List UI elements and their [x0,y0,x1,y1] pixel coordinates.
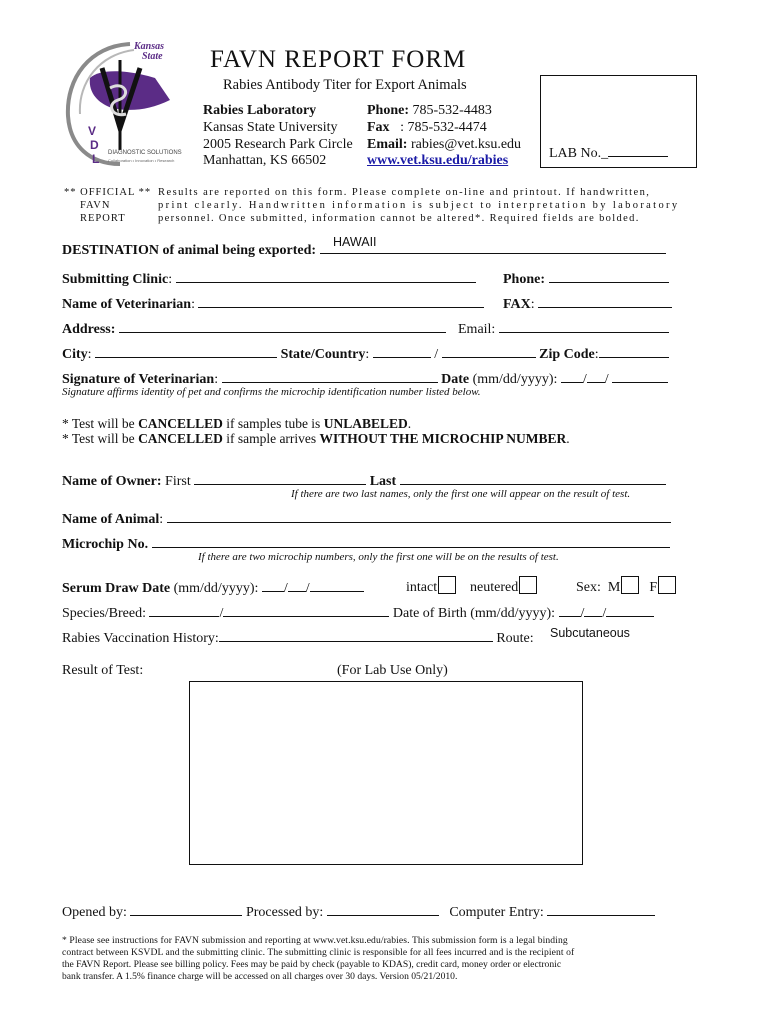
serum-row: Serum Draw Date (mm/dd/yyyy): / / [62,578,364,597]
clinic-fax-row: FAX: [503,294,672,313]
state-label: State/Country [280,347,366,362]
city-row: City: State/Country: / Zip Code: [62,344,669,363]
serum-dd[interactable] [288,578,306,592]
serum-mm[interactable] [262,578,284,592]
page-subtitle: Rabies Antibody Titer for Export Animals [223,77,467,93]
lab-fax-label: Fax [367,120,390,135]
clinic-email-field[interactable] [499,319,669,333]
lab-phone-value: 785-532-4483 [412,103,492,118]
address-field[interactable] [119,319,446,333]
lab-number-value [608,143,668,157]
official-text-2: print clearly. Handwritten information is subject to interpretation by laboratory [158,200,680,211]
species-field[interactable] [149,603,219,617]
footnote-line-1: * Please see instructions for FAVN submission and reporting at www.vet.ksu.edu/rabies. This submission form is a legal binding [62,935,568,946]
result-label: Result of Test: [62,663,144,678]
notice-1-unlabeled: UNLABELED [323,416,408,431]
submitting-clinic-row: Submitting Clinic: [62,269,476,288]
microchip-label: Microchip No. [62,537,149,552]
state-field[interactable] [373,344,431,358]
lab-email-label: Email: [367,137,408,152]
official-text-3: personnel. Once submitted, information cannot be altered*. Required fields are bolded. [158,213,640,224]
processed-by-field[interactable] [327,902,439,916]
owner-last-field[interactable] [400,471,666,485]
vaccination-row [62,628,534,647]
address-row [62,319,446,338]
clinic-email-row [458,319,669,338]
notice-2-prefix: * Test will be [62,431,135,446]
signature-label: Signature of Veterinarian [62,372,215,387]
female-label: F [649,580,658,595]
animal-name-field[interactable] [167,509,671,523]
sig-date-mm[interactable] [561,369,583,383]
logo-letter-v: V [88,124,97,138]
intact-checkbox[interactable] [438,576,456,594]
veterinarian-label: Name of Veterinarian [62,297,192,312]
animal-name-row: Name of Animal: [62,509,671,528]
species-row: Species/Breed: / Date of Birth (mm/dd/yyyy): / / [62,603,654,622]
footer-fields-row [62,902,655,921]
veterinarian-field[interactable] [198,294,484,308]
computer-entry-label: Computer Entry: [449,905,544,920]
city-label: City [62,347,88,362]
zip-label: Zip Code [539,347,595,362]
serum-format: (mm/dd/yyyy): [173,581,259,596]
dob-mm[interactable] [559,603,581,617]
clinic-phone-field[interactable] [549,269,669,283]
male-checkbox[interactable] [621,576,639,594]
notice-unlabeled [62,416,411,432]
clinic-phone-label: Phone: [503,272,545,287]
official-label-2: FAVN [80,200,111,211]
clinic-email-label: Email: [458,322,496,337]
lab-number-label: LAB No._ [549,146,609,161]
sig-date-label: Date [441,372,470,387]
lab-phone [367,103,492,119]
breed-field[interactable] [223,603,389,617]
footnote-line-2: contract between KSVDL and the submitting clinic. The submitting clinic is responsible for all fees incurred and is the recipient of [62,947,575,958]
sig-date-dd[interactable] [587,369,605,383]
destination-value: HAWAII [333,235,377,249]
opened-by-label: Opened by: [62,905,127,920]
logo-sub-tagline: Collaboration • Innovation • Research [108,158,175,163]
opened-by-field[interactable] [130,902,242,916]
signature-field[interactable] [222,369,438,383]
lab-street: 2005 Research Park Circle [203,137,353,152]
lab-use-label: (For Lab Use Only) [337,663,448,678]
lab-email-value: rabies@vet.ksu.edu [410,137,522,152]
lab-phone-label: Phone: [367,103,409,118]
sex-option [576,576,679,596]
lab-name: Rabies Laboratory [203,103,317,118]
logo-state: State [142,51,163,62]
logo-tagline: DIAGNOSTIC SOLUTIONS [108,150,182,156]
notice-microchip [62,431,570,447]
official-label-1: ** OFFICIAL ** [64,187,152,198]
lab-fax [367,120,487,136]
neutered-checkbox[interactable] [519,576,537,594]
clinic-fax-label: FAX [503,297,531,312]
lab-website-link[interactable]: www.vet.ksu.edu/rabies [367,153,509,168]
city-field[interactable] [95,344,277,358]
notice-2-cancelled: CANCELLED [138,431,223,446]
male-label: M [607,580,621,595]
sex-label: Sex: [576,580,601,595]
lab-number-field[interactable] [549,143,668,162]
sig-date-format: (mm/dd/yyyy): [472,372,558,387]
microchip-note: If there are two microchip numbers, only the first one will be on the results of test. [198,551,559,563]
clinic-phone-row [503,269,669,288]
address-label: Address: [62,322,116,337]
official-text-1: Results are reported on this form. Please complete on-line and printout. If handwritten, [158,187,651,198]
official-label-3: REPORT [80,213,126,224]
processed-by-label: Processed by: [245,905,324,920]
submitting-clinic-label: Submitting Clinic [62,272,169,287]
intact-option [406,576,459,596]
lab-number-box [540,75,697,168]
destination-label: DESTINATION of animal being exported: [62,243,317,258]
owner-last-label: Last [369,474,397,489]
logo-letter-l: L [92,152,100,166]
route-label: Route: [496,631,534,646]
route-value: Subcutaneous [550,626,630,640]
notice-1-cancelled: CANCELLED [138,416,223,431]
notice-1-prefix: * Test will be [62,416,135,431]
country-field[interactable] [442,344,536,358]
result-box [189,681,583,865]
owner-note: If there are two last names, only the first one will appear on the result of test. [291,488,631,500]
dob-dd[interactable] [584,603,602,617]
lab-city: Manhattan, KS 66502 [203,153,327,168]
page-title: FAVN REPORT FORM [210,46,467,73]
footnote-line-4: bank transfer. A 1.5% finance charge will be accessed on all charges over 30 days. Version 05/21/2010. [62,971,458,982]
lab-institution: Kansas State University [203,120,338,135]
serum-label: Serum Draw Date [62,581,171,596]
intact-label: intact [406,580,438,595]
clinic-fax-field[interactable] [538,294,672,308]
notice-1-end: . [407,416,412,431]
veterinarian-row: Name of Veterinarian: [62,294,484,313]
vaccination-label: Rabies Vaccination History: [62,631,219,646]
logo-kansas: Kansas [134,41,165,52]
lab-email [367,137,521,153]
female-checkbox[interactable] [658,576,676,594]
footnote-line-3: the FAVN Report. Please see billing policy. Fees may be paid by check (payable to KDAS), credit card, money order or electronic [62,959,562,970]
notice-1-middle: if samples tube is [226,416,321,431]
owner-first-label: First [165,474,191,489]
dob-yyyy[interactable] [606,603,654,617]
computer-entry-field[interactable] [547,902,655,916]
notice-2-middle: if sample arrives [226,431,317,446]
vaccination-field[interactable] [219,628,493,642]
neutered-option [470,576,540,596]
neutered-label: neutered [470,580,519,595]
owner-label: Name of Owner: [62,474,162,489]
dob-label: Date of Birth (mm/dd/yyyy): [392,606,556,621]
submitting-clinic-field[interactable] [176,269,476,283]
species-label: Species/Breed: [62,606,146,621]
logo-letter-d: D [90,138,99,152]
signature-row: Signature of Veterinarian: Date (mm/dd/yyyy): / / [62,369,668,388]
lab-fax-value: : 785-532-4474 [400,120,487,135]
serum-yyyy[interactable] [310,578,364,592]
animal-name-label: Name of Animal [62,512,160,527]
zip-field[interactable] [599,344,669,358]
kvdl-logo [60,38,185,168]
notice-2-microchip: WITHOUT THE MICROCHIP NUMBER [319,431,567,446]
microchip-field[interactable] [152,534,670,548]
sig-date-yyyy[interactable] [612,369,668,383]
signature-note: Signature affirms identity of pet and confirms the microchip identification number listed below. [62,386,481,398]
notice-2-end: . [566,431,570,446]
owner-first-field[interactable] [194,471,366,485]
